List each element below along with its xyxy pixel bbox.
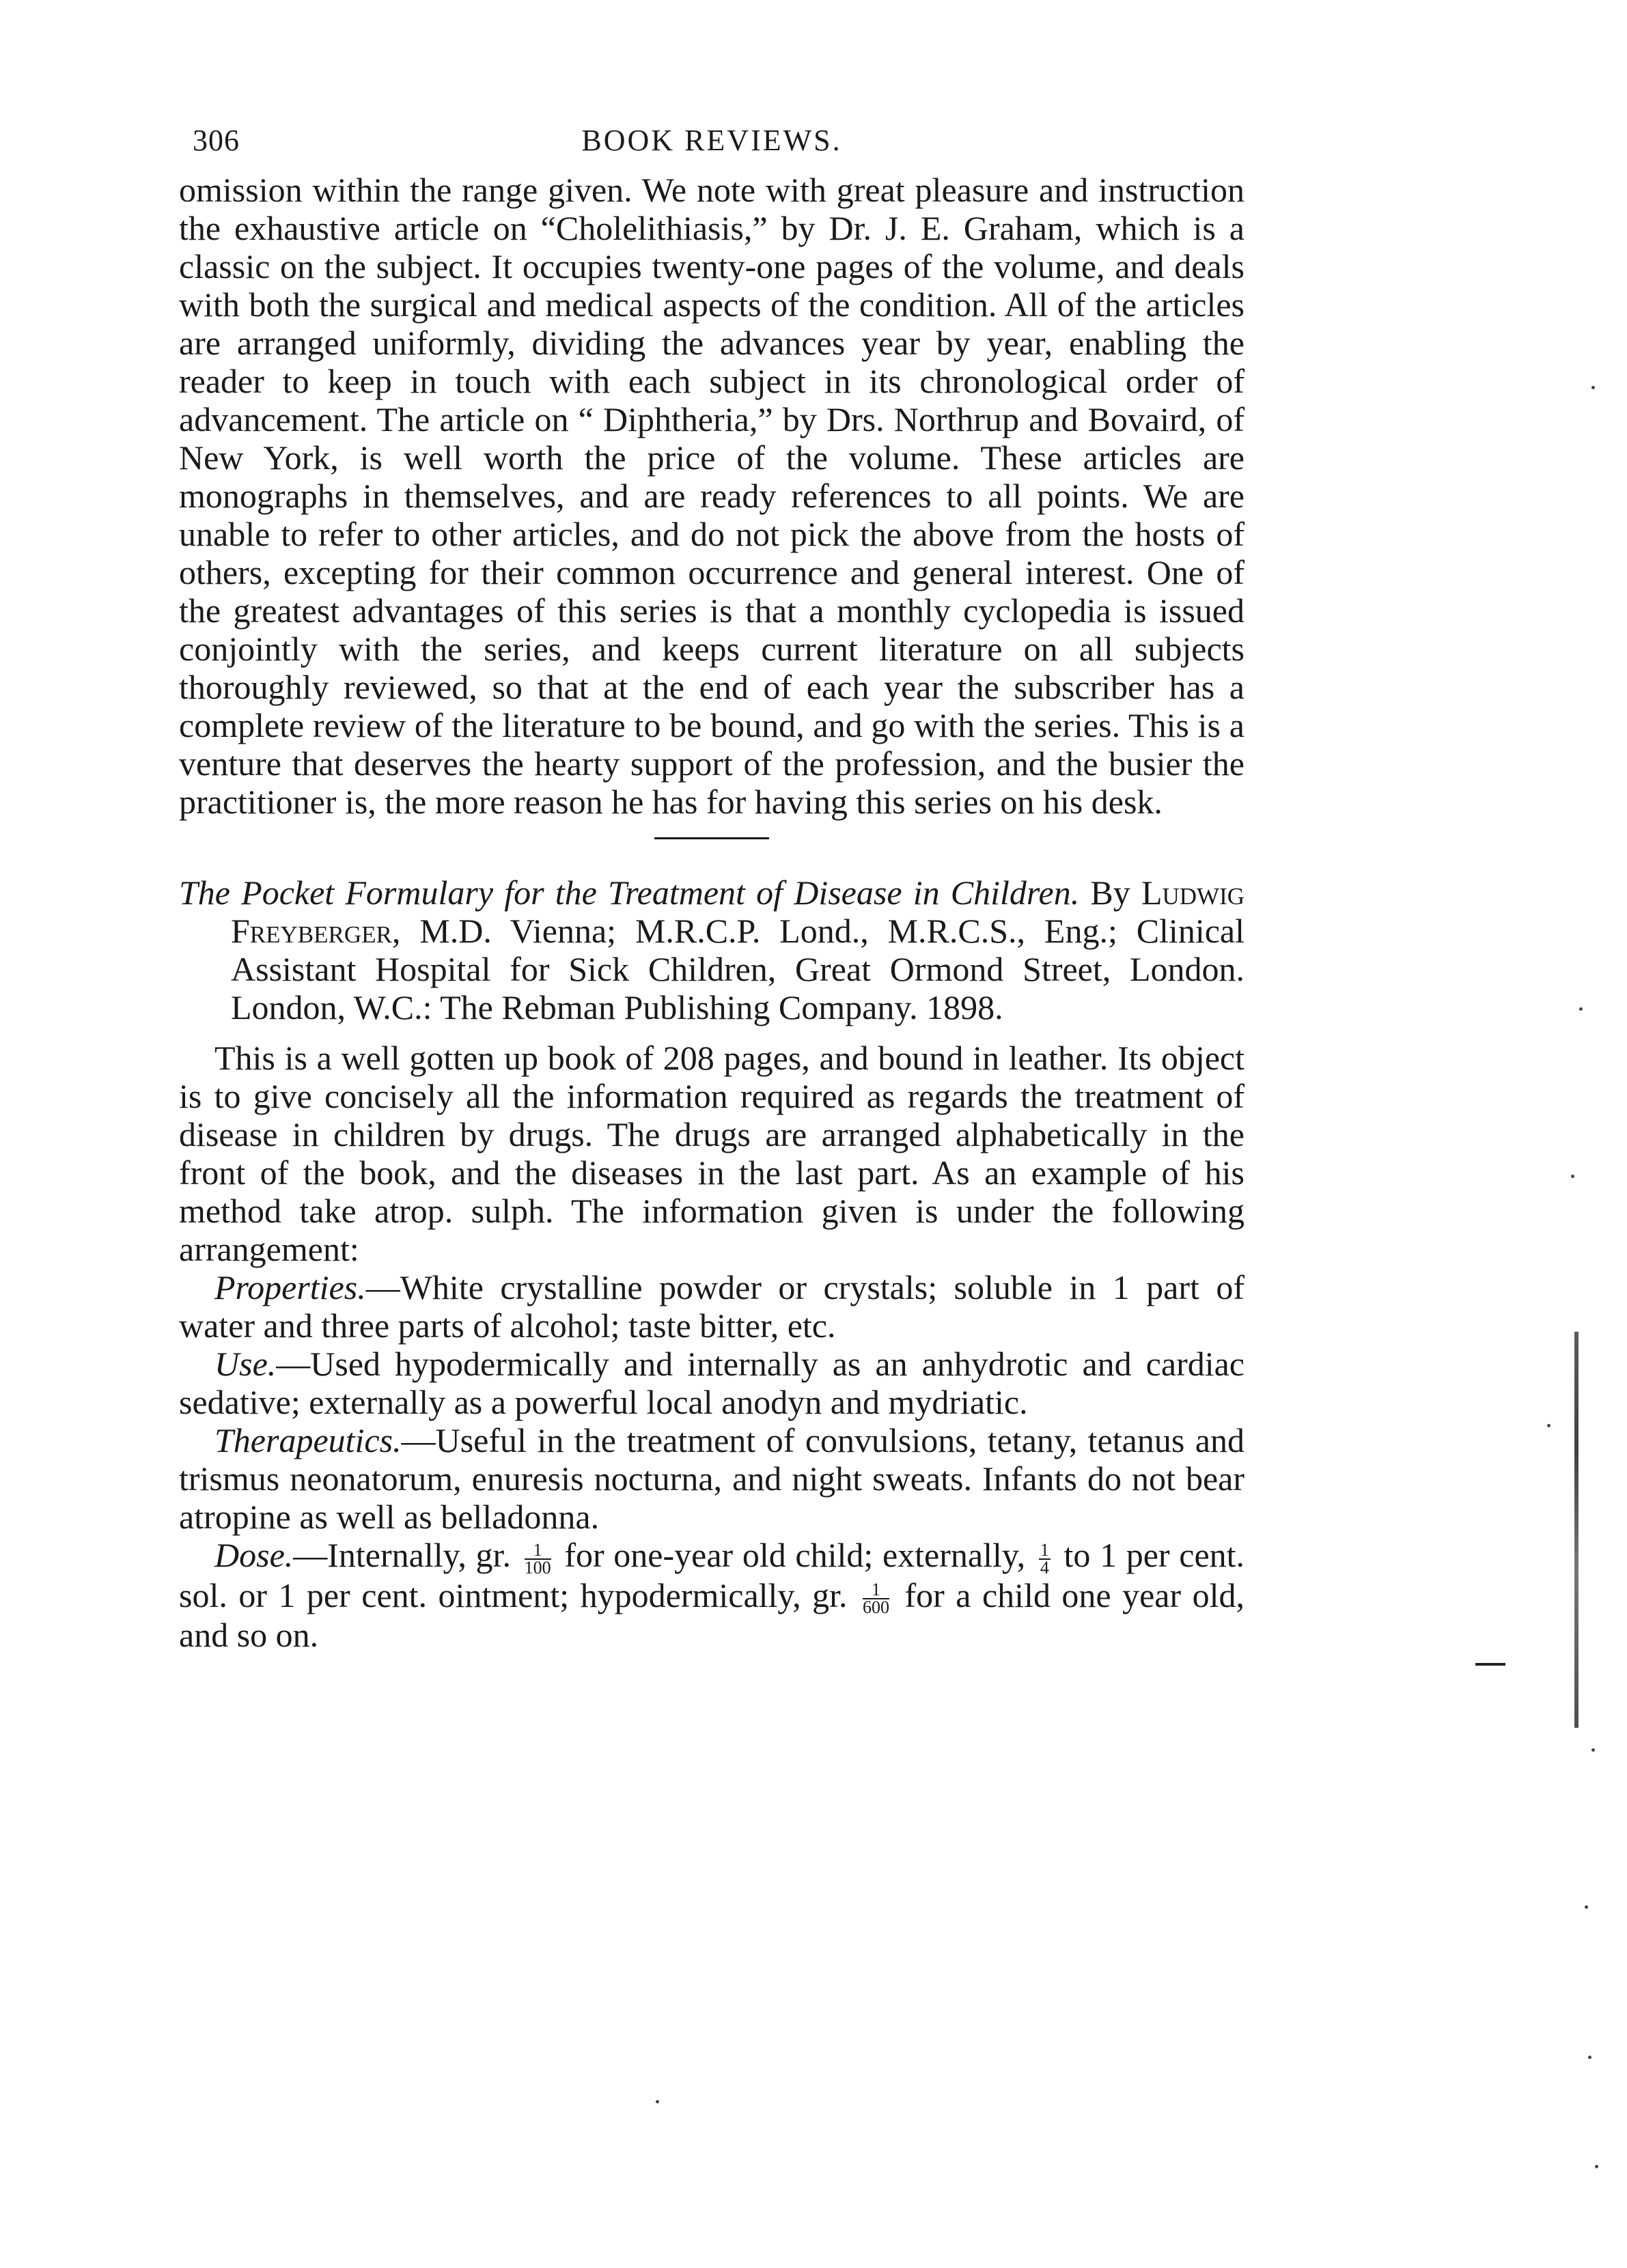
scan-edge-artifact bbox=[1574, 1332, 1579, 1728]
book-author: Ludwig Freyberger, bbox=[231, 873, 1244, 950]
entry-therapeutics bbox=[179, 1421, 1244, 1536]
entry-term: Therapeutics. bbox=[214, 1421, 402, 1459]
fraction-numerator: 1 bbox=[525, 1542, 551, 1560]
scan-speck bbox=[1591, 386, 1595, 389]
scan-speck bbox=[1571, 1175, 1574, 1178]
fraction-denominator: 600 bbox=[863, 1597, 890, 1618]
running-title: BOOK REVIEWS. bbox=[581, 124, 842, 157]
fraction-numerator: 1 bbox=[1040, 1539, 1049, 1560]
entry-term: Properties. bbox=[214, 1268, 366, 1306]
section-divider bbox=[654, 837, 769, 839]
citation-by: By bbox=[1090, 873, 1130, 912]
scan-speck bbox=[1588, 2056, 1591, 2059]
dose-text-4: for a child one year old, and so on. bbox=[179, 1576, 1245, 1655]
scan-speck bbox=[1585, 1905, 1588, 1909]
dose-text-2: for one-year old child; externally, bbox=[564, 1536, 1026, 1574]
entry-use bbox=[179, 1345, 1244, 1421]
fraction-denominator: 4 bbox=[1040, 1557, 1049, 1578]
book-citation bbox=[179, 873, 1244, 1026]
entry-dose bbox=[179, 1536, 1244, 1654]
fraction-one-quarter bbox=[1039, 1539, 1051, 1578]
scan-speck bbox=[1579, 1007, 1583, 1011]
scan-mark-artifact bbox=[1475, 1663, 1505, 1666]
scan-speck bbox=[1591, 1748, 1595, 1752]
entry-properties bbox=[179, 1268, 1244, 1345]
entry-term: Use. bbox=[214, 1345, 277, 1383]
fraction-one-six-hundredth bbox=[863, 1582, 889, 1616]
review-intro-paragraph: This is a well gotten up book of 208 pages, and bound in leather. Its object is to give concisely all the information required as regards the treatment of disease in children by drugs. The drugs are arranged alphabetically in the front of the book, and the diseases in the last part. As an example of his method take atrop. sulph. The information given is under the following arrangement: bbox=[179, 1039, 1244, 1268]
scan-speck bbox=[656, 2100, 659, 2103]
scan-speck bbox=[1547, 1424, 1550, 1427]
citation-details: M.D. Vienna; M.R.C.P. Lond., M.R.C.S., Eng.; Clinical Assistant Hospital for Sick Children, Great Ormond Street, London. London, W.C.: The Rebman Publishing Company. 1898. bbox=[231, 912, 1244, 1026]
page-header bbox=[179, 116, 1244, 171]
entry-text: —Useful in the treatment of convulsions, tetany, tetanus and trismus neonatorum, enuresis nocturna, and night sweats. Infants do not bear atropine as well as belladonna. bbox=[179, 1421, 1244, 1536]
scan-speck bbox=[1595, 2165, 1598, 2168]
entry-text: —White crystalline powder or crystals; soluble in 1 part of water and three parts of alcohol; taste bitter, etc. bbox=[179, 1268, 1244, 1345]
review-continued-paragraph: omission within the range given. We note with great pleasure and instruction the exhaustive article on “Cholelithiasis,” by Dr. J. E. Graham, which is a classic on the subject. It occupies twenty-one pages of the volume, and deals with both the surgical and medical aspects of the condition. All of the articles are arranged uniformly, dividing the advances year by year, enabling the reader to keep in touch with each subject in its chronological order of advancement. The article on “ Diphtheria,” by Drs. Northrup and Bovaird, of New York, is well worth the price of the volume. These articles are monographs in themselves, and are ready references to all points. We are unable to refer to other articles, and do not pick the above from the hosts of others, excepting for their common occurrence and general interest. One of the greatest advantages of this series is that a monthly cyclopedia is issued conjointly with the series, and keeps current literature on all subjects thoroughly reviewed, so that at the end of each year the subscriber has a complete review of the literature to be bound, and go with the series. This is a venture that deserves the hearty support of the profession, and the busier the practitioner is, the more reason he has for having this series on his desk. bbox=[179, 171, 1244, 821]
book-page bbox=[179, 116, 1244, 2233]
fraction-one-hundredth bbox=[524, 1539, 551, 1578]
entry-text: —Used hypodermically and internally as an anhydrotic and cardiac sedative; externally as a powerful local anodyn and mydriatic. bbox=[179, 1345, 1244, 1421]
fraction-denominator: 100 bbox=[524, 1557, 551, 1578]
page-number: 306 bbox=[193, 124, 240, 157]
fraction-numerator: 1 bbox=[863, 1582, 889, 1599]
dose-text-1: —Internally, gr. bbox=[293, 1536, 511, 1574]
entry-term: Dose. bbox=[214, 1536, 294, 1574]
book-title: The Pocket Formulary for the Treatment of Disease in Children. bbox=[179, 873, 1080, 912]
dose-text-3: to 1 per cent. sol. or 1 per cent. ointment; hypodermically, gr. bbox=[179, 1536, 1245, 1614]
